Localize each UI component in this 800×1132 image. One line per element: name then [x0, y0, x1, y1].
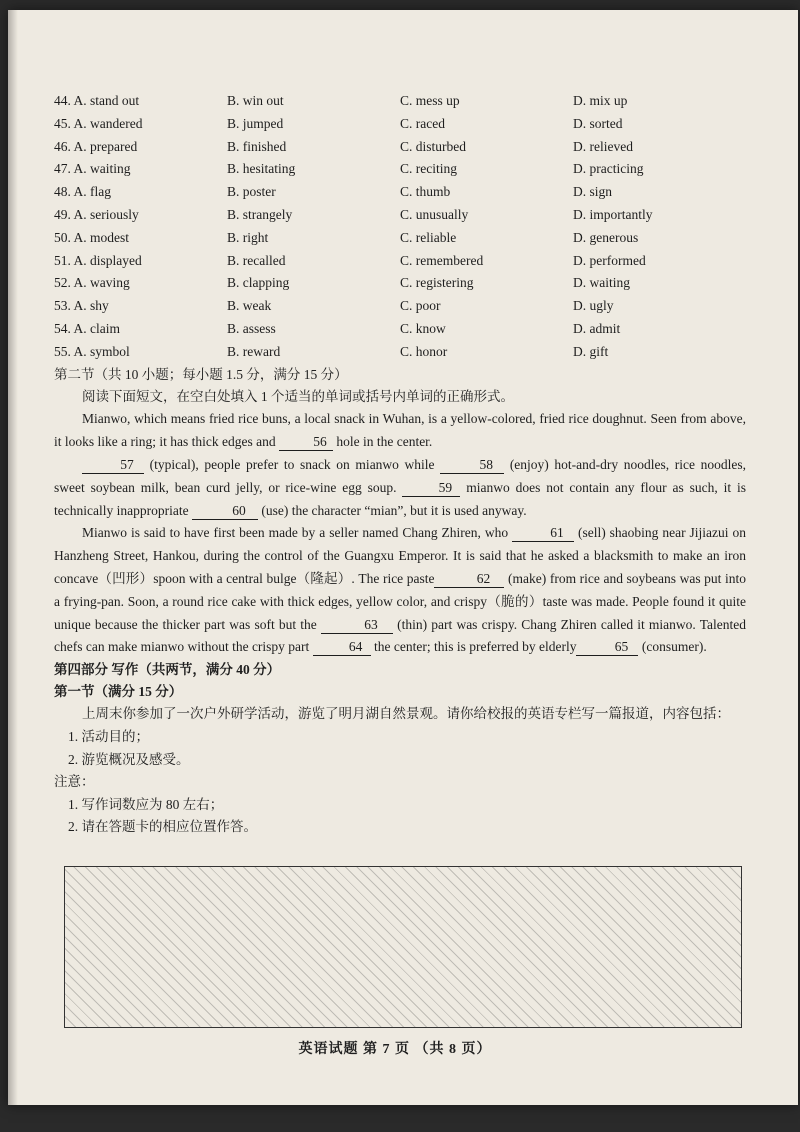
section2-instruction: 阅读下面短文，在空白处填入 1 个适当的单词或括号内单词的正确形式。 [82, 388, 514, 404]
choice-option-a: 51. A. displayed [54, 252, 142, 268]
choice-option-c: C. raced [400, 115, 445, 131]
choice-row [54, 318, 746, 341]
choice-option-d: D. mix up [573, 93, 628, 108]
choice-option-c: C. thumb [400, 184, 451, 200]
notes-label: 注意： [54, 774, 95, 790]
choice-option-a: 49. A. seriously [54, 206, 139, 222]
choice-row [54, 272, 746, 295]
choice-option-b: B. poster [227, 184, 276, 200]
choice-row [54, 204, 746, 227]
choice-option-b: B. finished [227, 138, 287, 154]
choice-option-a: 54. A. claim [54, 320, 120, 336]
part4-heading: 第四部分 写作（共两节，满分 40 分） [54, 662, 281, 678]
page-content [54, 90, 746, 839]
choice-option-c: C. registering [400, 275, 474, 291]
blank-65: 65 [576, 639, 638, 656]
page-shadow [8, 10, 18, 1105]
choice-option-c: C. reciting [400, 161, 457, 177]
choice-option-d: D. waiting [573, 275, 630, 291]
choice-option-a: 53. A. shy [54, 298, 109, 314]
choice-option-d: D. practicing [573, 161, 644, 177]
choice-option-a: 46. A. prepared [54, 138, 138, 154]
choice-option-d: D. gift [573, 343, 609, 359]
choice-option-a: 47. A. waiting [54, 161, 131, 177]
choice-option-c: C. remembered [400, 252, 484, 268]
choice-option-b: B. right [227, 229, 269, 245]
passage-paragraph-3: Mianwo is said to have first been made by a seller named Chang Zhiren, who 61 (sell) shaobing near Jijiazui on Hanzheng Street, Hankou, during the control of the Guangxu Emperor. It is said that he asked a blacksmith to make an iron concave（凹形）spoon with a central bulge（隆起）. The rice paste 62 (make) from rice and soybeans was put into a frying-pan. Soon, a round rice cake with thick edges, yellow color, and crispy（脆的）taste was made. People found it quite unique because the thicker part was soft but the 63 (thin) part was crispy. Chang Zhiren called it mianwo. Talented chefs can make mianwo without the crispy part 64 the center; this is preferred by elderly 65 (consumer). [54, 525, 746, 655]
note-item-2: 2. 请在答题卡的相应位置作答。 [68, 819, 257, 835]
prompt-item-2: 2. 游览概况及感受。 [68, 751, 190, 767]
choice-option-c: C. reliable [400, 229, 457, 245]
choice-option-b: B. strangely [227, 206, 293, 222]
choice-option-b: B. jumped [227, 115, 284, 131]
section2-heading: 第二节（共 10 小题；每小题 1.5 分，满分 15 分） [54, 366, 348, 382]
blank-63: 63 [321, 617, 393, 634]
choice-row [54, 250, 746, 273]
choice-option-d: D. sorted [573, 115, 623, 131]
choice-row [54, 158, 746, 181]
answer-box-hatched [64, 866, 742, 1028]
choice-row [54, 295, 746, 318]
choice-option-d: D. importantly [573, 206, 653, 222]
choice-option-b: B. assess [227, 320, 276, 336]
choice-option-d: D. performed [573, 252, 646, 268]
choice-option-a: 52. A. waving [54, 275, 130, 291]
choice-option-d: D. relieved [573, 138, 633, 154]
choice-option-a: 45. A. wandered [54, 115, 143, 131]
choice-row [54, 136, 746, 159]
choice-row [54, 113, 746, 136]
choice-option-b: B. recalled [227, 252, 286, 268]
choice-option-b: B. weak [227, 298, 272, 314]
blank-59: 59 [402, 480, 460, 497]
choice-option-d: D. ugly [573, 298, 614, 314]
choice-row [54, 227, 746, 250]
prompt-item-1: 1. 活动目的； [68, 728, 149, 744]
note-item-1: 1. 写作词数应为 80 左右； [68, 796, 224, 812]
choice-option-b: B. clapping [227, 275, 290, 291]
choice-option-a: 55. A. symbol [54, 343, 130, 359]
choice-row [54, 90, 746, 113]
choice-row [54, 181, 746, 204]
blank-60: 60 [192, 503, 258, 520]
writing-prompt: 上周末你参加了一次户外研学活动，游览了明月湖自然景观。请你给校报的英语专栏写一篇报道，内容包括： [82, 706, 730, 722]
part4-subheading: 第一节（满分 15 分） [54, 684, 183, 700]
choice-option-c: C. disturbed [400, 138, 466, 154]
choice-option-c: C. honor [400, 343, 448, 359]
choice-option-a: 48. A. flag [54, 184, 111, 200]
blank-64: 64 [313, 639, 371, 656]
page-footer: 英语试题 第 7 页 （共 8 页） [298, 1042, 492, 1057]
passage-paragraph-1: Mianwo, which means fried rice buns, a local snack in Wuhan, is a yellow-colored, fried rice doughnut. Seen from above, it looks like a ring; it has thick edges and 56 hole in the center. [54, 411, 746, 450]
choice-option-b: B. reward [227, 343, 281, 359]
blank-57: 57 [82, 457, 144, 474]
blank-62: 62 [434, 571, 504, 588]
blank-61: 61 [512, 525, 574, 542]
choice-option-b: B. hesitating [227, 161, 296, 177]
choice-option-c: C. mess up [400, 93, 460, 108]
choice-option-c: C. unusually [400, 206, 469, 222]
choice-option-c: C. know [400, 320, 446, 336]
choice-option-d: D. generous [573, 229, 639, 245]
choice-row [54, 341, 746, 364]
choice-option-a: 50. A. modest [54, 229, 130, 245]
choice-option-d: D. sign [573, 184, 613, 200]
choice-option-d: D. admit [573, 320, 621, 336]
blank-58: 58 [440, 457, 504, 474]
choice-option-b: B. win out [227, 93, 284, 108]
choice-option-a: 44. A. stand out [54, 93, 140, 108]
choice-option-c: C. poor [400, 298, 441, 314]
passage-paragraph-2: 57 (typical), people prefer to snack on mianwo while 58 (enjoy) hot-and-dry noodles, rice noodles, sweet soybean milk, bean curd jelly, or rice-wine egg soup. 59 mianwo does not contain any flour as such, it is technically inappropriate 60 (use) the character “mian”, but it is used anyway. [54, 456, 747, 518]
blank-56: 56 [279, 434, 333, 451]
multiple-choice-list [54, 90, 746, 364]
